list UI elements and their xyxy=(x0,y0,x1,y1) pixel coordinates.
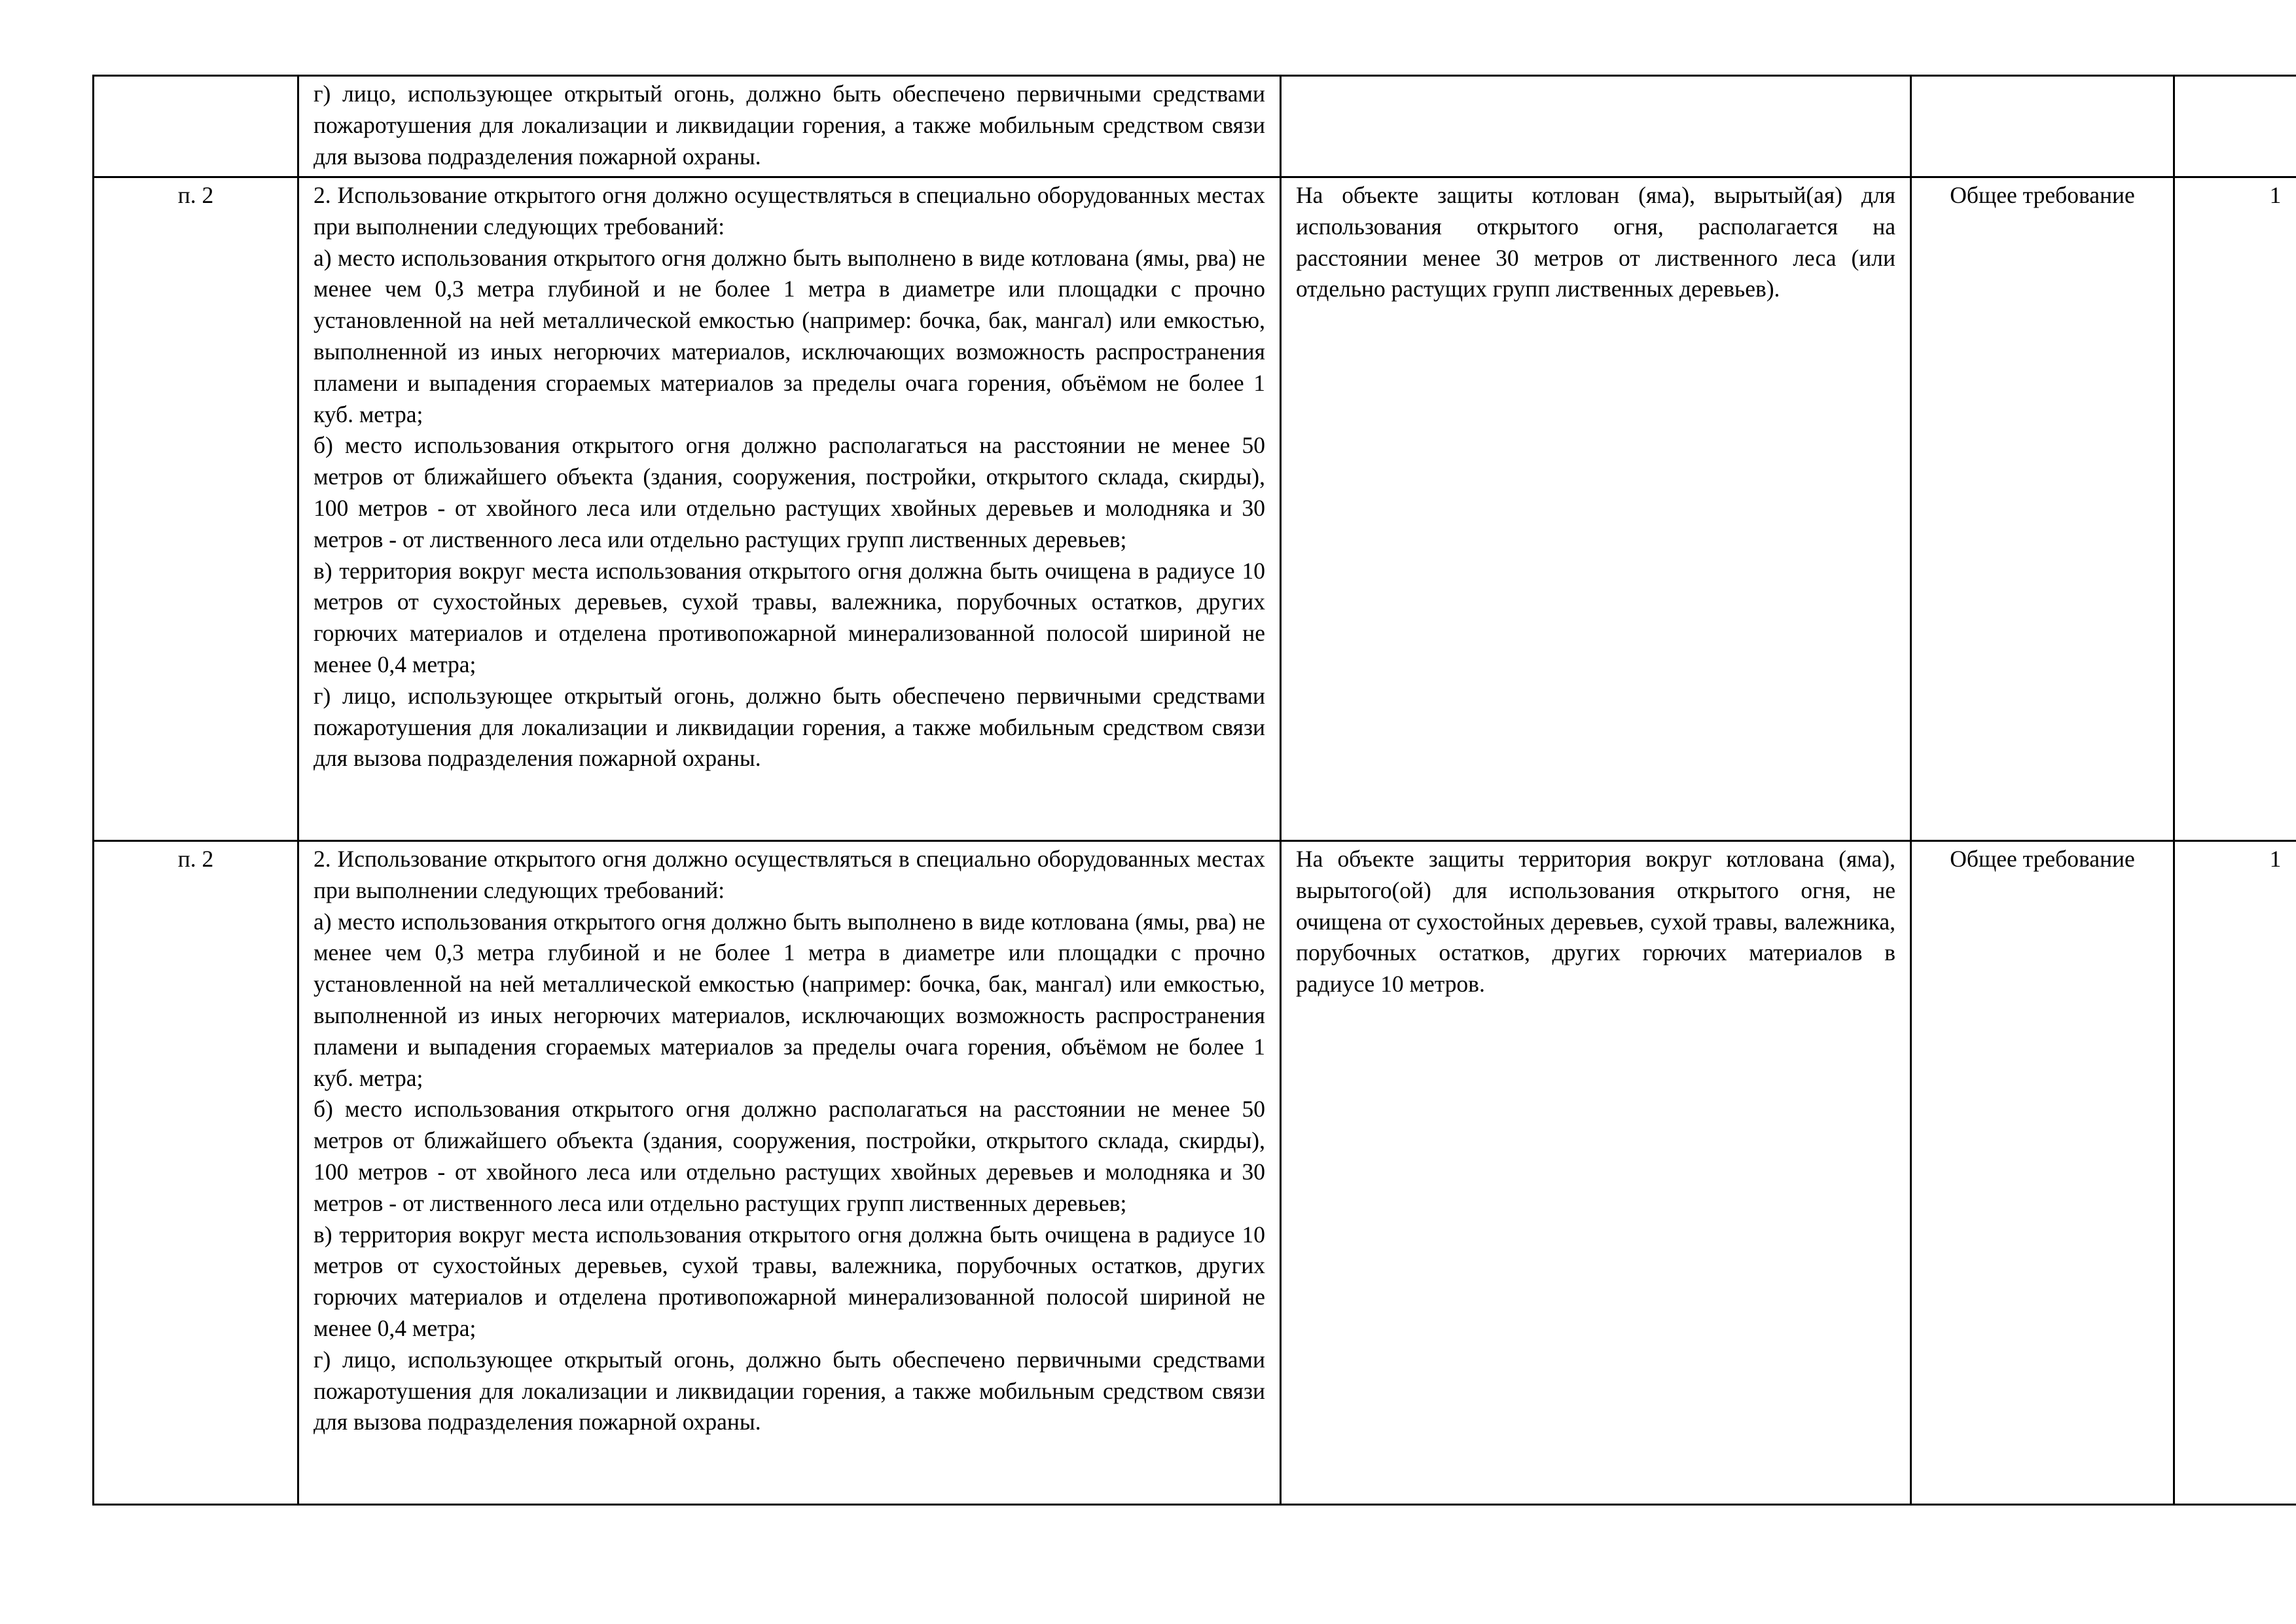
cell-violation: На объекте защиты территория вокруг котлована (яма), вырытого(ой) для использования открытого огня, не очищена от сухостойных деревьев, сухой травы, валежника, порубочных остатков, других горючих материалов в радиусе 10 метров. xyxy=(1281,841,1911,1505)
requirements-table xyxy=(92,75,2296,1506)
cell-point: п. 2 xyxy=(94,177,298,841)
cell-requirement xyxy=(298,76,1281,177)
cell-count xyxy=(2174,76,2296,177)
cell-count: 1 xyxy=(2174,841,2296,1505)
cell-violation xyxy=(1281,76,1911,177)
requirement-paragraph: б) место использования открытого огня должно располагаться на расстоянии не менее 50 метров от ближайшего объекта (здания, сооружения, постройки, открытого склада, скирды), 100 метров - от хвойного леса или отдельно растущих хвойных деревьев и молодняка и 30 метров - от лиственного леса или отдельно растущих групп лиственных деревьев; xyxy=(314,432,1265,552)
requirement-paragraph: а) место использования открытого огня должно быть выполнено в виде котлована (ямы, рва) не менее чем 0,3 метра глубиной и не более 1 метра в диаметре или площадки с прочно установленной на ней металлической емкостью (например: бочка, бак, мангал) или емкостью, выполненной из иных негорючих материалов, исключающих возможность распространения пламени и выпадения сгораемых материалов за пределы очага горения, объёмом не более 1 куб. метра; xyxy=(314,908,1265,1091)
requirement-paragraph: в) территория вокруг места использования открытого огня должна быть очищена в радиусе 10 метров от сухостойных деревьев, сухой травы, валежника, порубочных остатков, других горючих материалов и отделена противопожарной минерализованной полосой шириной не менее 0,4 метра; xyxy=(314,1221,1265,1341)
requirement-paragraph: г) лицо, использующее открытый огонь, должно быть обеспечено первичными средствами пожаротушения для локализации и ликвидации горения, а также мобильным средством связи для вызова подразделения пожарной охраны. xyxy=(314,1346,1265,1435)
cell-violation: На объекте защиты котлован (яма), вырытый(ая) для использования открытого огня, располагается на расстоянии менее 30 метров от лиственного леса (или отдельно растущих групп лиственных деревьев). xyxy=(1281,177,1911,841)
cell-requirement xyxy=(298,841,1281,1505)
cell-requirement xyxy=(298,177,1281,841)
requirement-paragraph: в) территория вокруг места использования открытого огня должна быть очищена в радиусе 10 метров от сухостойных деревьев, сухой травы, валежника, порубочных остатков, других горючих материалов и отделена противопожарной минерализованной полосой шириной не менее 0,4 метра; xyxy=(314,557,1265,677)
table-row xyxy=(94,177,2296,841)
requirement-paragraph: г) лицо, использующее открытый огонь, должно быть обеспечено первичными средствами пожаротушения для локализации и ликвидации горения, а также мобильным средством связи для вызова подразделения пожарной охраны. xyxy=(314,81,1265,170)
requirement-paragraph: 2. Использование открытого огня должно осуществляться в специально оборудованных местах при выполнении следующих требований: xyxy=(314,846,1265,903)
cell-point: п. 2 xyxy=(94,841,298,1505)
requirement-paragraph: б) место использования открытого огня должно располагаться на расстоянии не менее 50 метров от ближайшего объекта (здания, сооружения, постройки, открытого склада, скирды), 100 метров - от хвойного леса или отдельно растущих хвойных деревьев и молодняка и 30 метров - от лиственного леса или отдельно растущих групп лиственных деревьев; xyxy=(314,1096,1265,1216)
cell-type: Общее требование xyxy=(1911,841,2174,1505)
cell-count: 1 xyxy=(2174,177,2296,841)
cell-point xyxy=(94,76,298,177)
requirement-paragraph: 2. Использование открытого огня должно осуществляться в специально оборудованных местах при выполнении следующих требований: xyxy=(314,182,1265,240)
requirement-paragraph: а) место использования открытого огня должно быть выполнено в виде котлована (ямы, рва) не менее чем 0,3 метра глубиной и не более 1 метра в диаметре или площадки с прочно установленной на ней металлической емкостью (например: бочка, бак, мангал) или емкостью, выполненной из иных негорючих материалов, исключающих возможность распространения пламени и выпадения сгораемых материалов за пределы очага горения, объёмом не более 1 куб. метра; xyxy=(314,244,1265,427)
cell-type: Общее требование xyxy=(1911,177,2174,841)
requirement-paragraph: г) лицо, использующее открытый огонь, должно быть обеспечено первичными средствами пожаротушения для локализации и ликвидации горения, а также мобильным средством связи для вызова подразделения пожарной охраны. xyxy=(314,682,1265,772)
table-row xyxy=(94,76,2296,177)
table-row xyxy=(94,841,2296,1505)
cell-type xyxy=(1911,76,2174,177)
